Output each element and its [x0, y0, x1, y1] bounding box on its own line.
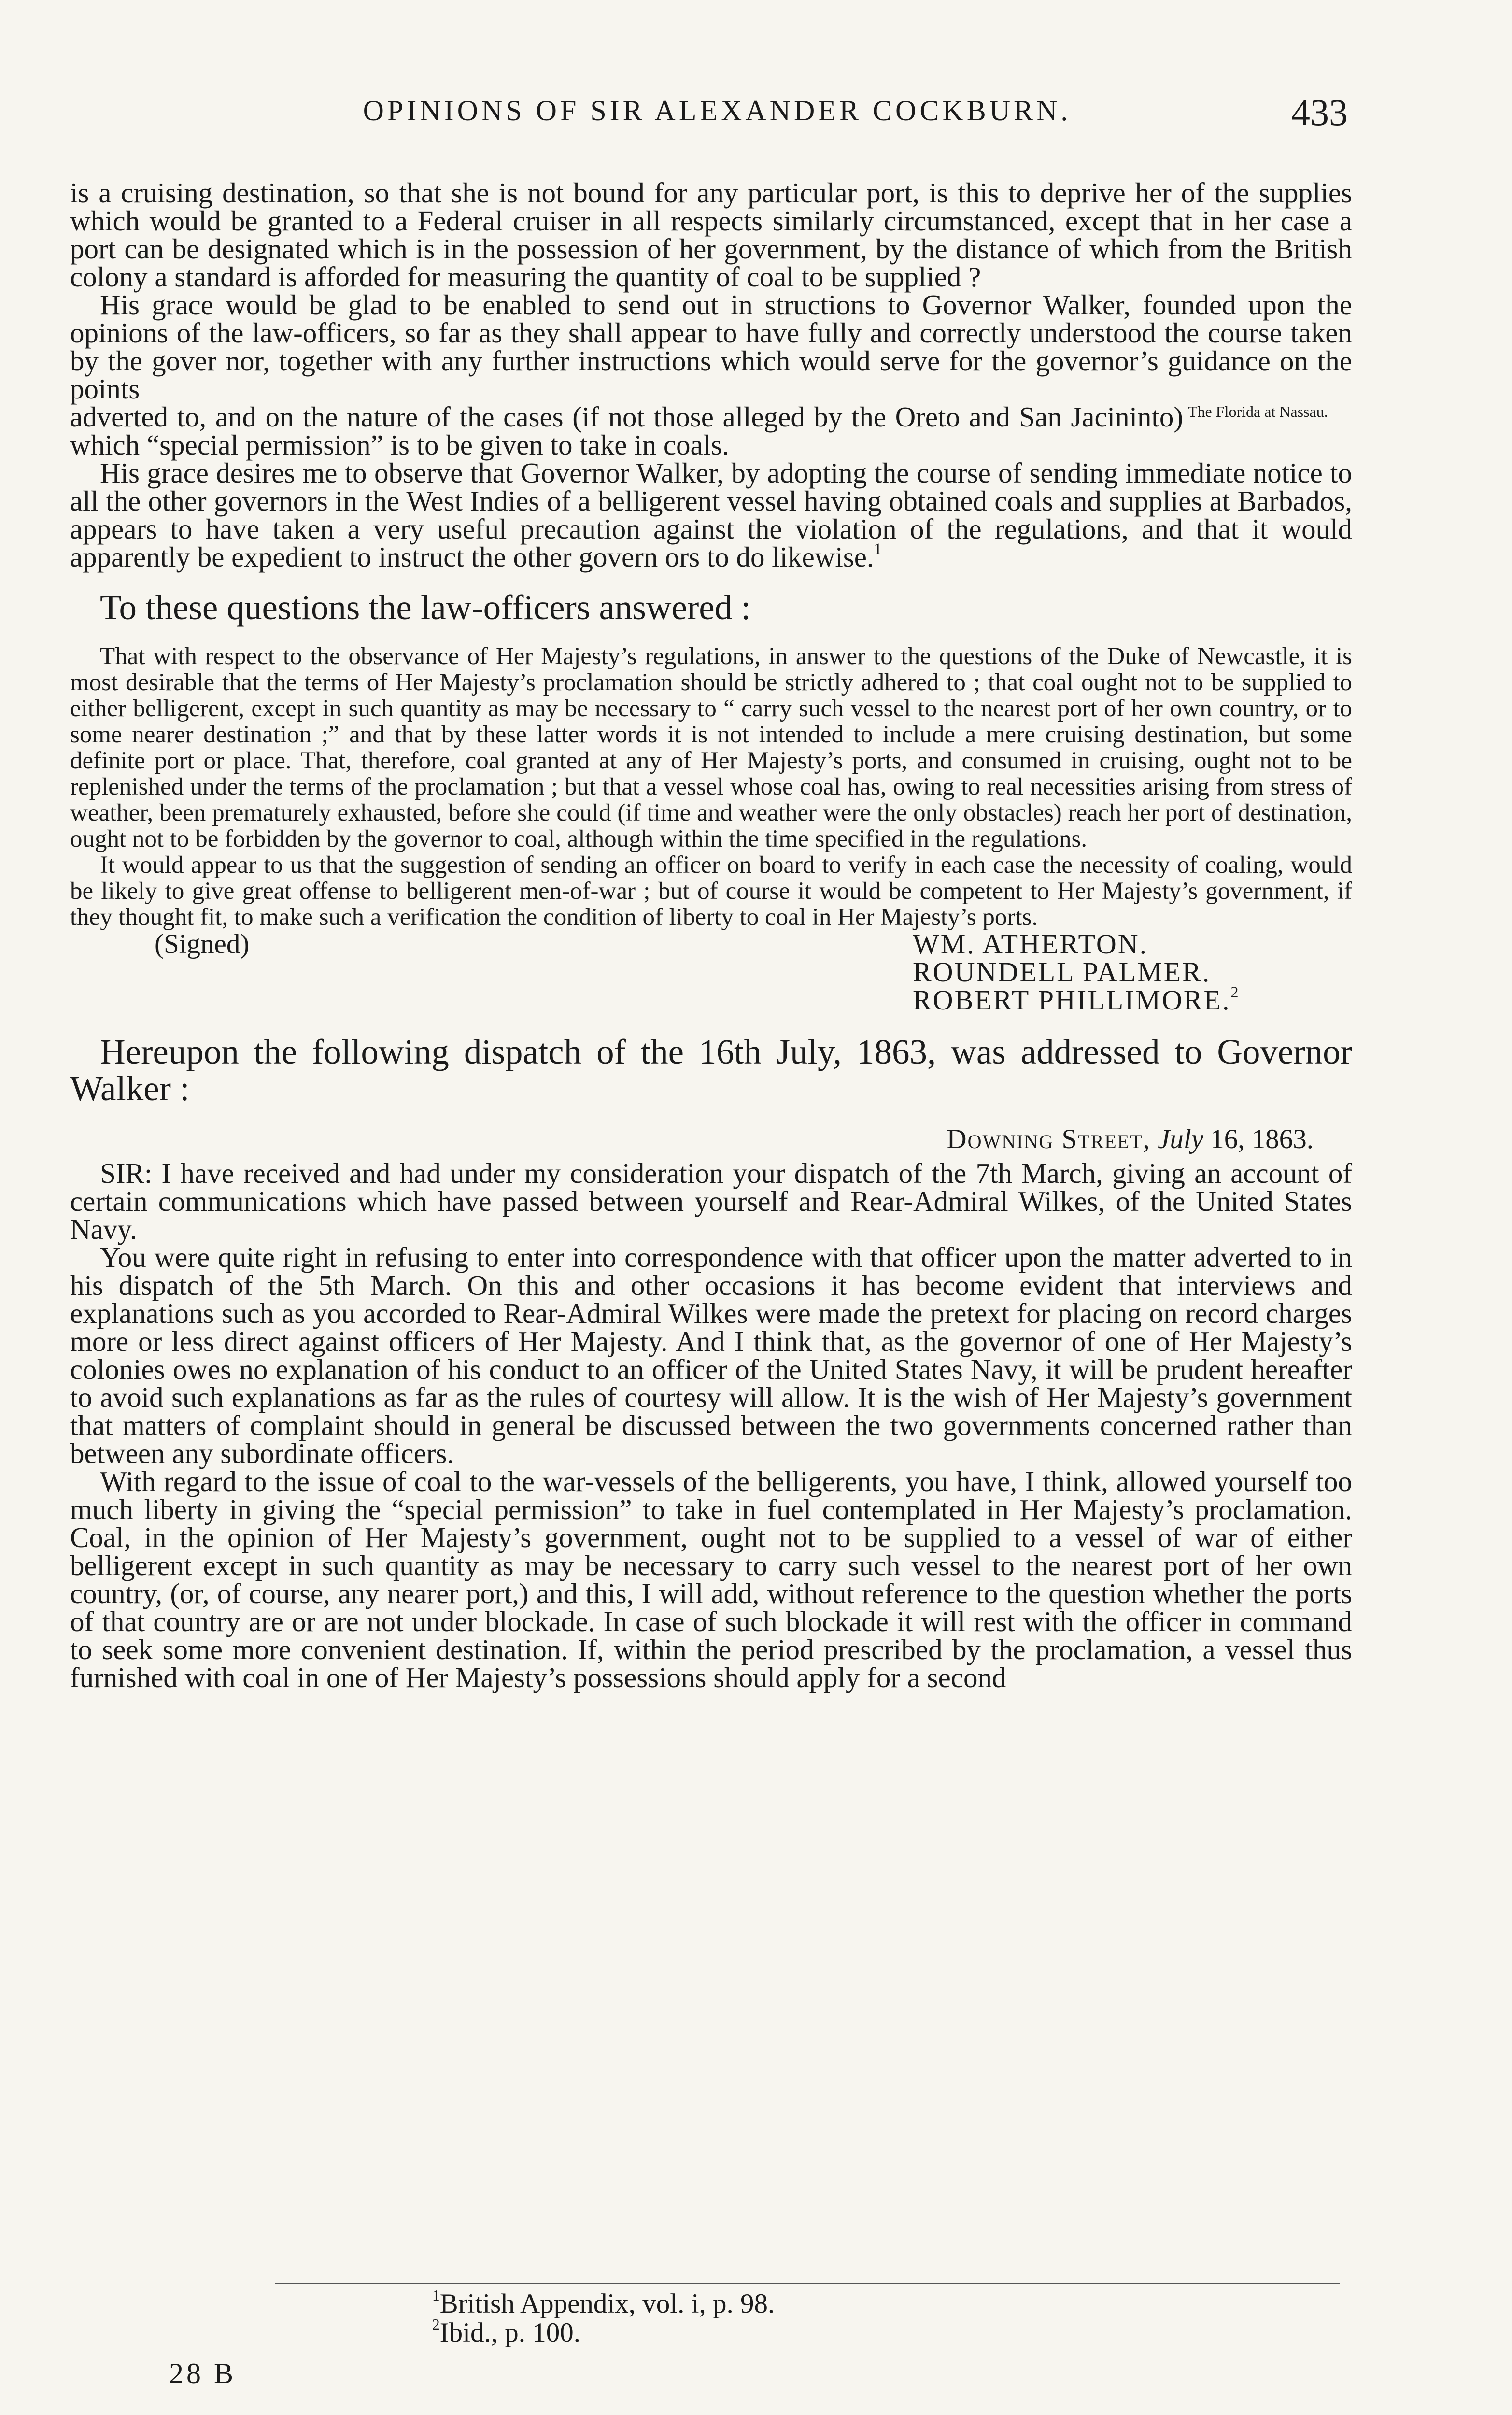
- page-number: 433: [1291, 91, 1348, 133]
- signed-label: (Signed): [155, 929, 250, 959]
- dateline-month: July: [1158, 1124, 1203, 1154]
- footnote-text-2: Ibid., p. 100.: [439, 2317, 580, 2348]
- footnote-text-1: British Appendix, vol. i, p. 98.: [439, 2288, 775, 2319]
- intro-law-officers: To these questions the law-officers answered :: [100, 588, 751, 627]
- body-text: [70, 179, 1352, 1691]
- dateline-place: Downing Street,: [947, 1124, 1151, 1154]
- paragraph-2: His grace would be glad to be enabled to send out in structions to Governor Walker, founded upon the opinions of the law-officers, so far as they shall appear to have fully and correctly understood the course taken by the gover nor, together with any further instructions which would serve for the governor’s guidance on the points: [70, 289, 1352, 405]
- signer-phillimore: [913, 983, 1352, 1016]
- marginal-block: [70, 403, 1352, 459]
- paragraph-2-continued: adverted to, and on the nature of the cases (if not those alleged by the Oreto and San Jacininto) which “special permission” is to be given to take in coals.: [70, 401, 1183, 461]
- signer-atherton: WM. ATHERTON.: [913, 928, 1148, 960]
- paragraph-7: You were quite right in refusing to enter into correspondence with that officer upon the matter adverted to in his dispatch of the 5th March. On this and other occasions it has become evident that interviews and explanations such as you accorded to Rear-Admiral Wilkes were made the pretext for placing on record charges more or less direct against officers of Her Majesty. And I think that, as the governor of one of Her Majesty’s colonies owes no explanation of his conduct to an officer of the United States Navy, it will be prudent hereafter to avoid such explanations as far as the rules of courtesy will allow. It is the wish of Her Majesty’s government that matters of complaint should in general be discussed between the two governments concerned rather than between any subordinate officers.: [70, 1241, 1352, 1469]
- paragraph-3-text: His grace desires me to observe that Governor Walker, by adopting the course of sending immediate notice to all the other governors in the West Indies of a belligerent vessel having obtained coals and supplies at Barbados, appears to have taken a very useful precaution against the violation of the regulations, and that it would apparently be expedient to instruct the other govern ors to do likewise.: [70, 457, 1352, 573]
- footnote-1: [432, 2289, 775, 2318]
- footnotes: [432, 2289, 775, 2347]
- footnote-mark-1: 1: [432, 2287, 440, 2304]
- paragraph-1: is a cruising destination, so that she is not bound for any particular port, is this to deprive her of the supplies which would be granted to a Federal cruiser in all respects similarly circumstanced, except that in her case a port can be designated which is in the possession of her government, by the distance of which from the British colony a standard is afforded for measuring the quantity of coal to be supplied ?: [70, 177, 1352, 293]
- footnote-ref-2: 2: [1230, 983, 1240, 1001]
- paragraph-3: [70, 459, 1352, 571]
- signed-row: [70, 930, 1352, 958]
- dateline-rest: 16, 1863.: [1210, 1124, 1314, 1154]
- paragraph-6: SIR: I have received and had under my consideration your dispatch of the 7th March, giving an account of certain communications which have passed between yourself and Rear-Admiral Wilkes, of the United States Navy.: [70, 1157, 1352, 1245]
- running-title: OPINIONS OF SIR ALEXANDER COCKBURN.: [363, 95, 1072, 127]
- marginal-note: The Florida at Nassau.: [1188, 403, 1328, 420]
- paragraph-5: It would appear to us that the suggestion of sending an officer on board to verify in each case the necessity of coaling, would be likely to give great offense to belligerent men-of-war ; but of course it would be competent to Her Majesty’s government, if they thought fit, to make such a verification the condition of liberty to coal in Her Majesty’s ports.: [70, 852, 1352, 931]
- footnote-2: [432, 2318, 775, 2347]
- printer-signature-mark: 28 B: [169, 2358, 237, 2389]
- footnote-mark-2: 2: [432, 2316, 440, 2333]
- signer-phillimore-name: ROBERT PHILLIMORE.: [913, 984, 1231, 1016]
- dateline: [70, 1124, 1352, 1154]
- footnote-rule: [275, 2283, 1340, 2284]
- intro-dispatch: Hereupon the following dispatch of the 16th July, 1863, was addressed to Governor Walker :: [70, 1032, 1352, 1108]
- signer-palmer: ROUNDELL PALMER.: [913, 956, 1211, 988]
- paragraph-4: That with respect to the observance of Her Majesty’s regulations, in answer to the questions of the Duke of Newcastle, it is most desirable that the terms of Her Majesty’s proclamation should be strictly adhered to ; that coal ought not to be supplied to either belligerent, except in such quantity as may be necessary to “ carry such vessel to the nearest port of her own country, or to some nearer destination ;” and that by these latter words it is not intended to include a mere cruising destination, but some definite port or place. That, therefore, coal granted at any of Her Majesty’s ports, and consumed in cruising, ought not to be replenished under the terms of the proclamation ; but that a vessel whose coal has, owing to real necessities arising from stress of weather, been prematurely exhausted, before she could (if time and weather were the only obstacles) reach her port of destination, ought not to be forbidden by the governor to coal, although within the time specified in the regulations.: [70, 643, 1352, 852]
- footnote-ref-1: 1: [874, 540, 882, 558]
- paragraph-8: With regard to the issue of coal to the war-vessels of the belligerents, you have, I think, allowed yourself too much liberty in giving the “special permission” to take in fuel contemplated in Her Majesty’s proclamation. Coal, in the opinion of Her Majesty’s government, ought not to be supplied to a vessel of war of either belligerent except in such quantity as may be necessary to carry such vessel to the nearest port of her own country, (or, of course, any nearer port,) and this, I will add, without reference to the question whether the ports of that country are or are not under blockade. In case of such blockade it will rest with the officer in command to seek some more convenient destination. If, within the period prescribed by the proclamation, a vessel thus furnished with coal in one of Her Majesty’s possessions should apply for a second: [70, 1465, 1352, 1693]
